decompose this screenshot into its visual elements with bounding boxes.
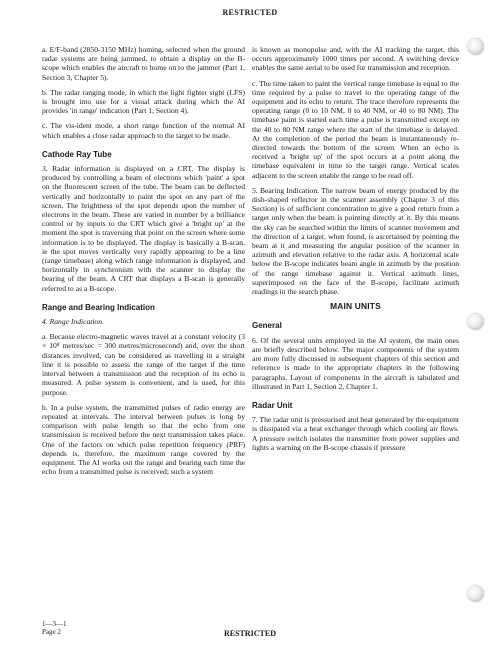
heading-cathode-ray-tube: Cathode Ray Tube (42, 149, 112, 159)
heading-main-units: MAIN UNITS (330, 301, 381, 312)
security-header: RESTRICTED (222, 8, 278, 17)
paragraph-4b: b. In a pulse system, the transmitted pulses of radio energy are repeated at intervals. The interval between pulses is long by comparison with pulse length so that the echo from one transmission is received before the next transmission takes place. One of the factors on which pulse repetition frequency (PRF) depends is, therefore, the maximum range covered by the equipment. The AI works out the range and bearing each time the echo from a transmitted pulse is received; such a system (42, 402, 245, 477)
paragraph-7: 7. The radar unit is pressurised and heat generated by the equipment is dissipated via a heat exchanger through which cooling air flows. A pressure switch isolates the transmitter from power supplies and lights a warning on the B-scope chassis if pressure (252, 415, 459, 452)
heading-radar-unit: Radar Unit (252, 400, 293, 410)
security-footer: RESTRICTED (223, 629, 276, 638)
paragraph-4c: c. The time taken to paint the vertical range timebase is equal to the time required by a pulse to travel to the operating range of the equipment and its echo to return. The trace therefore represents the operating range (0 to 10 NM, 0 to 40 NM, or 40 to 80 NM). The timebase paint is started each time a pulse is transmitted except on the 40 to 80 NM range where the start of the timebase is delayed. At the completion of the period the beam is instantaneously re-directed towards the bottom of the screen. When an echo is received a 'bright up' of the spot occurs at a point along the timebase equivalent in time to the target range. Vertical scales adjacent to the screen enable the range to be read off. (252, 78, 459, 180)
paragraph-2b: b. The radar ranging mode, in which the light fighter sight (LFS) is brought into use for a visual attack during which the AI provides 'in range' indication (Part 1, Section 4). (42, 87, 245, 116)
paragraph-2c: c. The vis-ident mode, a short range function of the normal AI which enables a close radar approach to the target to be made. (42, 121, 245, 140)
page-number: Page 2 (42, 628, 61, 636)
paragraph-2a: a. E/F-band (2850-3150 MHz) homing, selected when the ground radar systems are being jammed, to obtain a display on the B-scope which enables the aircraft to home on to the jammer (Part 1, Section 3, Chapter 5). (42, 45, 245, 82)
right-column (252, 45, 459, 458)
paragraph-4a: a. Because electro-magnetic waves travel at a constant velocity (3 × 10⁸ metres/sec = 300 metres/microsecond) and, over the short distances involved, can be considered as travelling in a straight line it is possible to assess the range of the target if the time interval between a transmission and the reception of its echo is measured. A pulse system is convenient, and is used, for this purpose. (42, 332, 245, 397)
binder-hole-middle (467, 313, 484, 330)
paragraph-3: 3. Radar information is displayed on a CRT. The display is produced by controlling a beam of electrons which 'paint' a spot on the fluorescent screen of the tube. The beam can be deflected vertically and horizontally to paint the spot on any part of the screen. The brightness of the spot depends upon the number of electrons in the beam. These are varied in number by a brilliance control or by inputs to the CRT which give a 'bright up' at the moment the spot is traversing that point on the screen where some information is to be displayed. The display is basically a B-scan, ie the spot moves vertically very rapidly appearing to be a line (range timebase) along which range information is displayed, and horizontally in synchronism with the scanner to display the bearing of the beam. A CRT that displays a B-scan is generally referred to as a B-scope. (42, 164, 245, 293)
binder-hole-bottom (467, 585, 484, 602)
heading-range-bearing: Range and Bearing Indication (42, 302, 155, 312)
section-reference: 1—3—1 (42, 620, 67, 628)
heading-general: General (252, 321, 282, 331)
paragraph-4b-continued: is known as monopulse and, with the AI tracking the target, this occurs approximately 1000 times per second. A switching device enables the same aerial to be used for transmission and reception. (252, 45, 459, 73)
paragraph-5: 5. Bearing Indication. The narrow beam of energy produced by the dish-shaped reflector in the scanner assembly (Chapter 3 of this Section) is of sufficient concentration to give a good return from a target only when the beam is pointing directly at it. By this means the sky can be searched within the limits of scanner movement and the direction of a target, when found, is ascertained by pointing the beam at it and measuring the angular position of the scanner in azimuth and elevation relative to the radar axis. A horizontal scale below the B-scope indicates beam angle in azimuth by the position of the range timebase against it. Vertical azimuth lines, superimposed on the face of the B-scope, facilitate azimuth readings in the search phase. (252, 185, 459, 297)
binder-hole-top (467, 38, 484, 55)
paragraph-6: 6. Of the several units employed in the AI system, the main ones are briefly described below. The major components of the system are more fully discussed in subsequent chapters of this section and reference is made to the appropriate chapters in the following paragraphs. Layout of components in the aircraft is tabulated and illustrated in Part 1, Section 2, Chapter 1. (252, 335, 459, 391)
left-column (42, 45, 245, 482)
paragraph-4-title: 4. Range Indication. (42, 317, 105, 327)
